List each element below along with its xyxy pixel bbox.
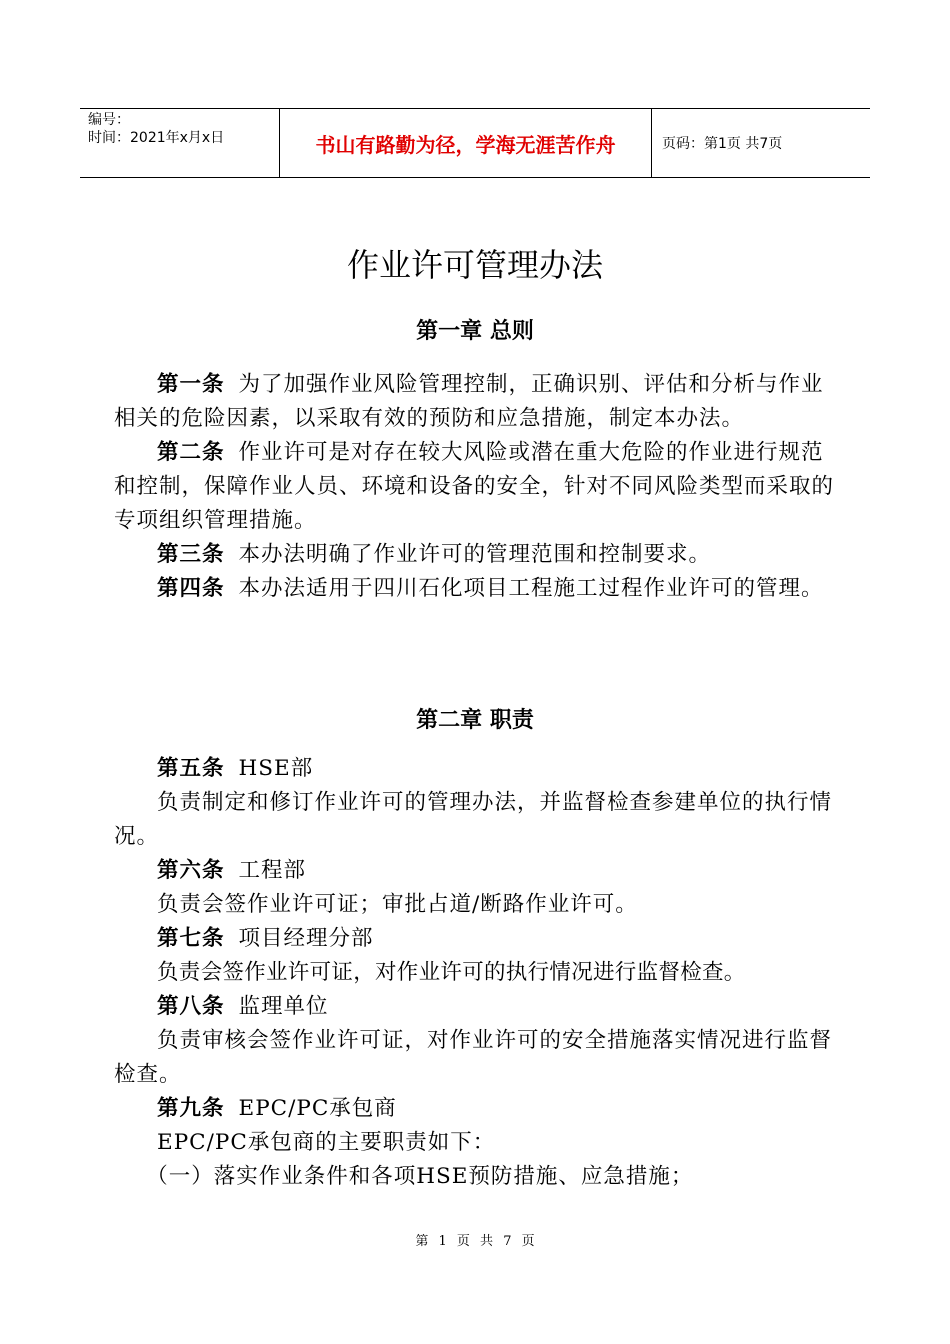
- article-text: 项目经理分部: [238, 926, 374, 951]
- article-label: 第二条: [157, 440, 225, 465]
- article-text: HSE部: [238, 756, 314, 781]
- article: [114, 538, 840, 572]
- article-text: 本办法适用于四川石化项目工程施工过程作业许可的管理。: [238, 576, 824, 601]
- number-label: 编号：: [88, 112, 130, 128]
- document-title: 作业许可管理办法: [346, 246, 603, 284]
- article-label: 第六条: [157, 858, 225, 883]
- article-text: EPC/PC承包商: [238, 1096, 397, 1121]
- chapter-heading: 第一章 总则: [416, 319, 534, 344]
- header-page-info: 页码：第1页 共7页: [662, 136, 783, 152]
- chapter-heading: 第二章 职责: [416, 708, 534, 733]
- chapter-1-body: [114, 368, 840, 606]
- article-text: 作业许可是对存在较大风险或潜在重大危险的作业进行规范和控制，保障作业人员、环境和设备的安全，针对不同风险类型而采取的专项组织管理措施。: [114, 440, 835, 533]
- time-label: 时间：2021年x月x日: [88, 130, 225, 146]
- article: [114, 572, 840, 606]
- article: [114, 368, 840, 436]
- article: [114, 854, 840, 888]
- article-label: 第一条: [157, 372, 225, 397]
- header-meta-cell: [80, 109, 280, 177]
- document-header: [80, 108, 870, 178]
- chapter-2-body: [114, 752, 840, 1194]
- article-label: 第八条: [157, 994, 225, 1019]
- article-text: 本办法明确了作业许可的管理范围和控制要求。: [238, 542, 712, 567]
- header-motto: 书山有路勤为径，学海无涯苦作舟: [280, 109, 652, 177]
- article: [114, 752, 840, 786]
- article-text: 为了加强作业风险管理控制，正确识别、评估和分析与作业相关的危险因素，以采取有效的预防和应急措施，制定本办法。: [114, 372, 824, 431]
- article: [114, 922, 840, 956]
- article-body: EPC/PC承包商的主要职责如下：: [157, 1130, 496, 1155]
- article-label: 第四条: [157, 576, 225, 601]
- article-body: 负责会签作业许可证；审批占道/断路作业许可。: [157, 892, 638, 917]
- list-item: （一）落实作业条件和各项HSE预防措施、应急措施；: [146, 1164, 694, 1189]
- article-label: 第七条: [157, 926, 225, 951]
- article: [114, 1092, 840, 1126]
- article-label: 第九条: [157, 1096, 225, 1121]
- article-label: 第三条: [157, 542, 225, 567]
- article-text: 工程部: [238, 858, 307, 883]
- article-text: 监理单位: [238, 994, 329, 1019]
- article: [114, 990, 840, 1024]
- article-body: 负责会签作业许可证，对作业许可的执行情况进行监督检查。: [157, 960, 746, 985]
- article-label: 第五条: [157, 756, 225, 781]
- article: [114, 436, 840, 538]
- article-body: 负责审核会签作业许可证，对作业许可的安全措施落实情况进行监督检查。: [114, 1028, 833, 1087]
- article-body: 负责制定和修订作业许可的管理办法，并监督检查参建单位的执行情况。: [114, 790, 833, 849]
- page-footer: 第 1 页 共 7 页: [415, 1234, 535, 1249]
